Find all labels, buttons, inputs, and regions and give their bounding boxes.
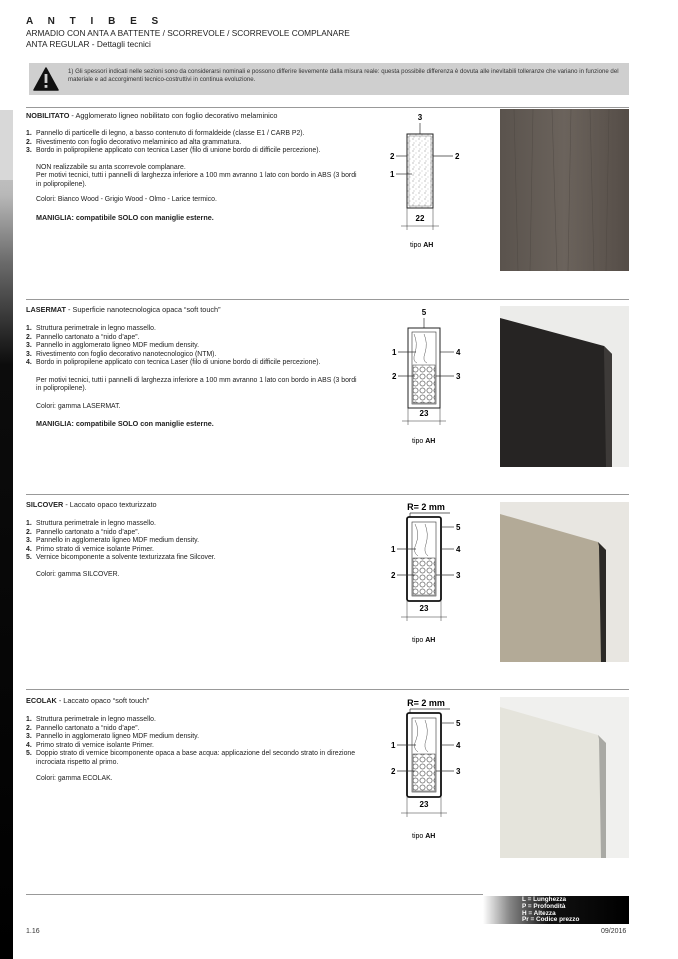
section-silcover bbox=[26, 500, 361, 579]
diagram-label: 3 bbox=[417, 113, 423, 122]
list-item: 1. Struttura perimetrale in legno massello. bbox=[26, 325, 156, 332]
diagram-label: 2 bbox=[392, 372, 397, 381]
section-diagram-lasermat bbox=[370, 303, 480, 453]
section-diagram-nobilitato bbox=[370, 108, 480, 258]
diagram-label: 23 bbox=[419, 800, 429, 809]
list-item: 1. Struttura perimetrale in legno massello. bbox=[26, 520, 156, 527]
legend-item: P = Profondità bbox=[522, 902, 566, 910]
colors-note: Colori: Bianco Wood - Grigio Wood - Olmo - Larice termico. bbox=[36, 196, 217, 203]
list-item: 1. Pannello di particelle di legno, a basso contenuto di formaldeide (classe E1 / CARB P2). bbox=[26, 130, 305, 137]
list-item: 4. Primo strato di vernice isolante Primer. bbox=[26, 545, 154, 553]
legend-item: H = Altezza bbox=[522, 909, 556, 917]
diagram-label: 5 bbox=[456, 523, 461, 532]
diagram-label: 3 bbox=[456, 571, 461, 580]
diagram-label: 23 bbox=[419, 604, 429, 613]
sample-photo-ecolak bbox=[500, 697, 629, 858]
sample-photo-silcover bbox=[500, 502, 629, 662]
sample-photo-nobilitato bbox=[500, 109, 629, 271]
list-item: 5. Doppio strato di vernice bicomponente opaca a base acqua: applicazione del secondo strato in direzione incrociata rispetto al primo. bbox=[26, 750, 356, 766]
diagram-label: 1 bbox=[392, 348, 397, 357]
diagram-tipo: tipo AH bbox=[412, 438, 436, 445]
sample-photo-lasermat bbox=[500, 306, 629, 467]
diagram-label: 4 bbox=[456, 741, 461, 750]
section-title: LASERMAT - Superficie nanotecnologica opaca “soft touch” bbox=[26, 305, 221, 314]
divider bbox=[26, 894, 483, 895]
warning-icon bbox=[29, 63, 63, 95]
diagram-tipo: tipo AH bbox=[410, 242, 434, 249]
list-item: 2. Pannello cartonato a “nido d’ape”. bbox=[26, 333, 140, 341]
section-diagram-silcover bbox=[370, 497, 480, 647]
list-item: 2. Pannello cartonato a “nido d’ape”. bbox=[26, 724, 140, 732]
diagram-tipo: tipo AH bbox=[412, 833, 436, 840]
section-title: SILCOVER - Laccato opaco texturizzato bbox=[26, 500, 157, 509]
warning-text: 1) Gli spessori indicati nelle sezioni sono da considerarsi nominali e possono differire lievemente dalla misura reale: questa possibile differenza è dovuta alle inevitabili tolleranze che variano in funzione del materiale e ad accorgimenti tecnico-costruttivi in continua evoluzione. bbox=[68, 68, 619, 84]
legend-item: L = Lunghezza bbox=[522, 896, 567, 903]
colors-note: Colori: gamma LASERMAT. bbox=[36, 402, 121, 410]
page-number: 1.16 bbox=[26, 928, 40, 935]
maniglia-note: MANIGLIA: compatibile SOLO con maniglie esterne. bbox=[36, 419, 214, 428]
diagram-label: 2 bbox=[391, 767, 396, 776]
diagram-label: 3 bbox=[456, 767, 461, 776]
diagram-label: 1 bbox=[390, 170, 395, 179]
section-diagram-ecolak bbox=[370, 693, 480, 843]
item-list bbox=[26, 130, 361, 156]
side-strip bbox=[0, 110, 13, 959]
header-line-2: ANTA REGULAR - Dettagli tecnici bbox=[26, 39, 151, 49]
diagram-label: 5 bbox=[456, 719, 461, 728]
list-item: 3. Bordo in polipropilene applicato con tecnica Laser (filo di unione bordo di difficile percezione). bbox=[26, 147, 321, 154]
header-line-1: ARMADIO CON ANTA A BATTENTE / SCORREVOLE / SCORREVOLE COMPLANARE bbox=[26, 28, 350, 38]
diagram-tipo: tipo AH bbox=[412, 637, 436, 644]
list-item: 5. Vernice bicomponente a solvente texturizzata fine Silcover. bbox=[26, 554, 216, 561]
note: Per motivi tecnici, tutti i pannelli di larghezza inferiore a 100 mm avranno 1 lato con bordo in ABS (3 bordi in polipropilene). bbox=[36, 376, 357, 392]
diagram-label: 23 bbox=[419, 409, 429, 418]
diagram-label: 2 bbox=[390, 152, 395, 161]
list-item: 2. Rivestimento con foglio decorativo melaminico ad alta grammatura. bbox=[26, 138, 242, 146]
list-item: 1. Struttura perimetrale in legno massello. bbox=[26, 716, 156, 723]
list-item: 3. Pannello in agglomerato ligneo MDF medium density. bbox=[26, 733, 200, 740]
diagram-label: 2 bbox=[455, 152, 460, 161]
diagram-label: R= 2 mm bbox=[407, 502, 445, 512]
list-item: 3. Rivestimento con foglio decorativo nanotecnologico (NTM). bbox=[26, 350, 217, 358]
diagram-label: 1 bbox=[391, 545, 396, 554]
diagram-label: 22 bbox=[415, 214, 425, 223]
list-item: 4. Primo strato di vernice isolante Primer. bbox=[26, 741, 154, 749]
diagram-label: R= 2 mm bbox=[407, 698, 445, 708]
divider bbox=[26, 299, 629, 300]
colors-note: Colori: gamma SILCOVER. bbox=[36, 570, 120, 578]
diagram-label: 4 bbox=[456, 545, 461, 554]
colors-note: Colori: gamma ECOLAK. bbox=[36, 775, 113, 782]
legend-item: Pr = Codice prezzo bbox=[522, 916, 580, 924]
diagram-label: 2 bbox=[391, 571, 396, 580]
section-title: ECOLAK - Laccato opaco “soft touch” bbox=[26, 696, 150, 705]
divider bbox=[26, 107, 629, 108]
divider bbox=[26, 689, 629, 690]
maniglia-note: MANIGLIA: compatibile SOLO con maniglie esterne. bbox=[36, 212, 214, 222]
diagram-label: 1 bbox=[391, 741, 396, 750]
section-nobilitato bbox=[26, 111, 361, 222]
divider bbox=[26, 494, 629, 495]
list-item: 2. Pannello cartonato a “nido d’ape”. bbox=[26, 528, 140, 536]
list-item: 3. Pannello in agglomerato ligneo MDF medium density. bbox=[26, 342, 200, 349]
diagram-label: 3 bbox=[456, 372, 461, 381]
brand-title: A N T I B E S bbox=[26, 16, 165, 27]
diagram-label: 4 bbox=[456, 348, 461, 357]
item-list bbox=[26, 520, 361, 563]
diagram-label: 5 bbox=[421, 308, 427, 317]
item-list bbox=[26, 716, 361, 767]
item-list bbox=[26, 325, 361, 368]
list-item: 3. Pannello in agglomerato ligneo MDF medium density. bbox=[26, 537, 200, 544]
note: NON realizzabile su anta scorrevole complanare. bbox=[36, 163, 186, 171]
legend bbox=[522, 897, 579, 924]
note: Per motivi tecnici, tutti i pannelli di larghezza inferiore a 100 mm avranno 1 lato con bordo in ABS (3 bordi in polipropilene). bbox=[36, 172, 357, 188]
section-lasermat bbox=[26, 305, 361, 428]
section-title: NOBILITATO - Agglomerato ligneo nobilitato con foglio decorativo melaminico bbox=[26, 111, 278, 120]
section-ecolak bbox=[26, 696, 361, 784]
footer-date: 09/2016 bbox=[601, 928, 627, 935]
list-item: 4. Bordo in polipropilene applicato con tecnica Laser (filo di unione bordo di difficile percezione). bbox=[26, 359, 321, 366]
